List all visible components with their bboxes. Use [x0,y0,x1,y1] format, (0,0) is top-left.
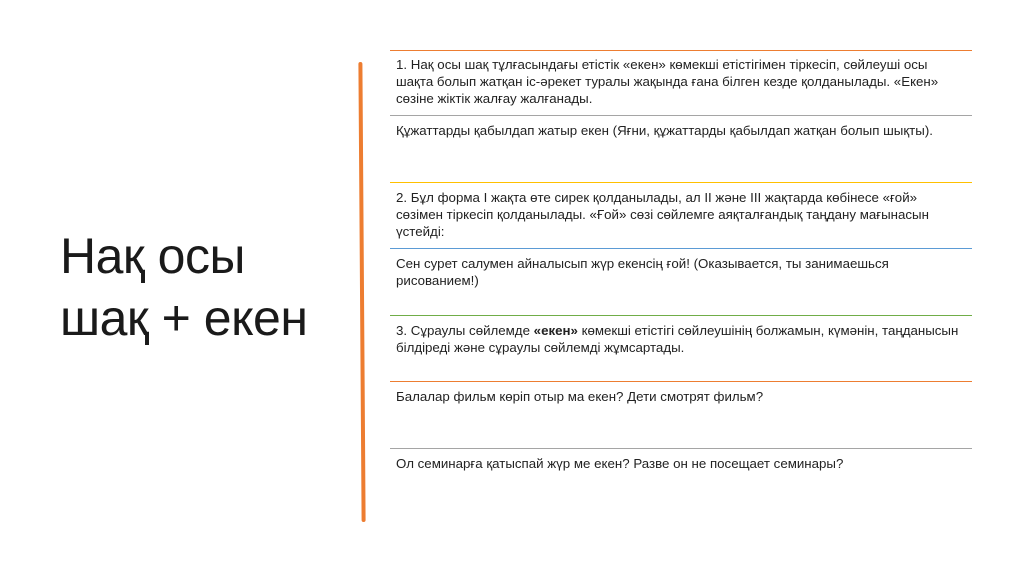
list-item-text: 2. Бұл форма І жақта өте сирек қолданылады, ал ІІ және ІІІ жақтарда көбінесе «ғой» сөзімен тіркесіп қолданылады. «Ғой» сөзі сөйлемге аяқталғандық таңдану мағынасын үстейді: [396,190,929,239]
list-item-text-part: көмекші етістігі сөйлеушінің болжамын, күмәнін, таңданысын білдіреді және сұраулы сөйлемді жұмсартады. [396,323,959,355]
list-item-text [396,318,964,356]
list-item-text: 1. Нақ осы шақ тұлғасындағы етістік «екен» көмекші етістігімен тіркесіп, сөйлеуші осы шақта болып жатқан іс-әрекет туралы жақында ғана білген кезде қолданылады. «Екен» сөзіне жіктік жалғау жалғанады. [396,57,939,106]
vertical-divider [358,62,365,522]
list-item-1 [390,50,972,116]
slide-title [60,225,350,349]
list-item-5 [390,316,972,382]
list-item-2 [390,116,972,183]
content-list [390,50,972,489]
list-item-text: Құжаттарды қабылдап жатыр екен (Яғни, құжаттарды қабылдап жатқан болып шықты). [396,123,933,138]
list-item-6 [390,382,972,449]
list-item-text: Сен сурет салумен айналысып жүр екенсің ғой! (Оказывается, ты занимаешься рисованием!) [396,256,889,288]
list-item-bold-term: «екен» [533,323,578,338]
slide-title-line-1: Нақ осы [60,228,245,284]
slide-title-line-2: шақ + екен [60,290,308,346]
row-top-line [390,50,972,51]
list-item-text: Балалар фильм көріп отыр ма екен? Дети смотрят фильм? [396,389,764,404]
list-item-4 [390,249,972,316]
list-item-7 [390,449,972,489]
list-item-3 [390,183,972,249]
list-item-text: Ол семинарға қатыспай жүр ме екен? Разве он не посещает семинары? [396,456,844,471]
list-item-text-part: 3. Сұраулы сөйлемде [396,323,534,338]
